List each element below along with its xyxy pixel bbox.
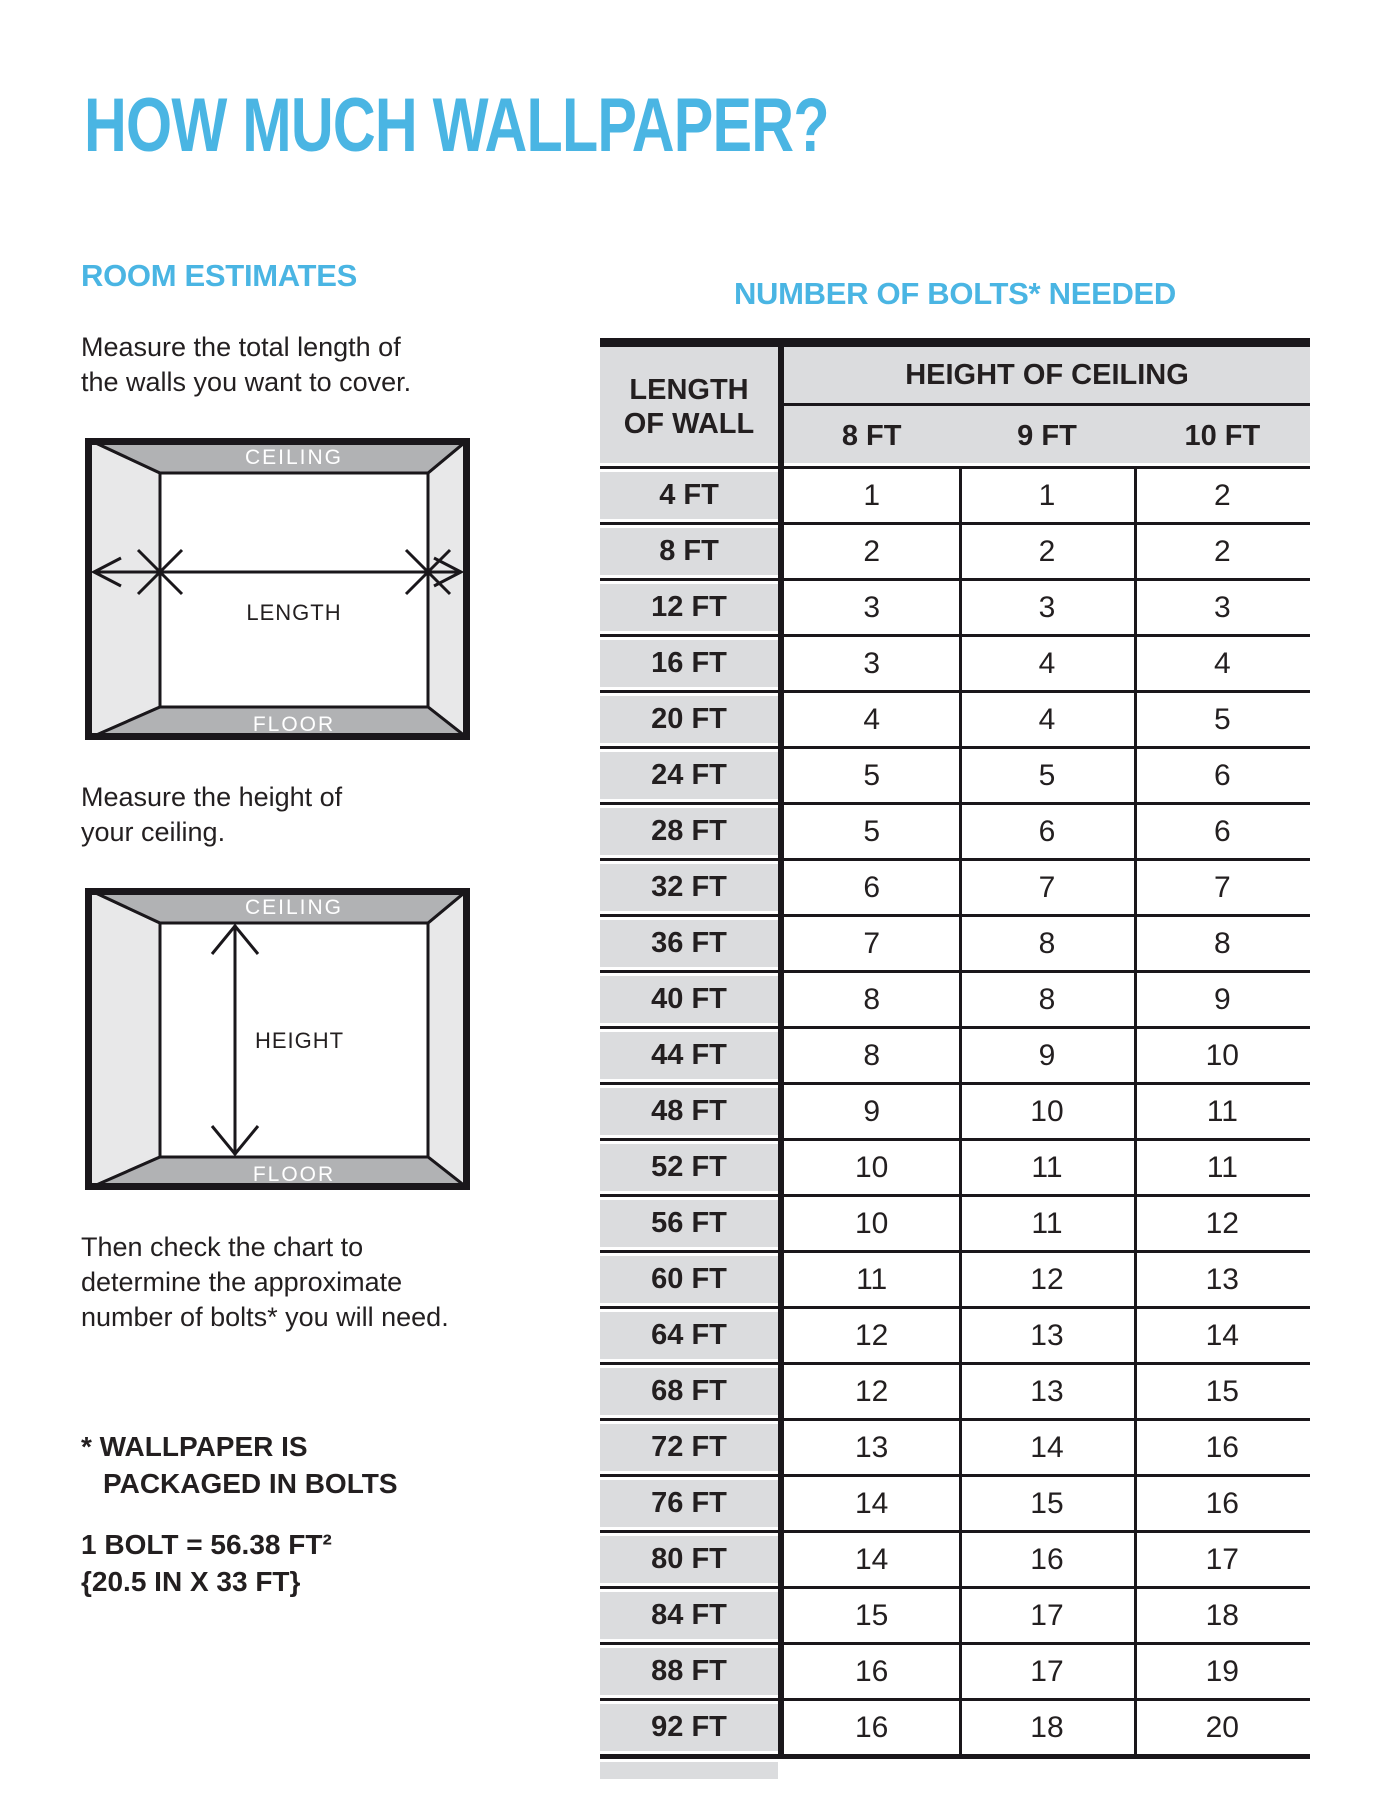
row-label: 52 FT	[600, 1141, 778, 1194]
cell-9ft: 2	[1038, 534, 1056, 568]
table-row	[600, 690, 1310, 746]
cell-10ft: 7	[1213, 870, 1231, 904]
instruction-height-line2: your ceiling.	[81, 817, 226, 847]
table-row	[600, 1474, 1310, 1530]
table-row	[600, 970, 1310, 1026]
group-header-height-of-ceiling: HEIGHT OF CEILING	[784, 347, 1310, 403]
left-wall-panel	[85, 888, 160, 1190]
instruction-chart-line3: number of bolts* you will need.	[81, 1302, 449, 1332]
table-row	[600, 1250, 1310, 1306]
row-label: 12 FT	[600, 581, 778, 634]
table-row	[600, 802, 1310, 858]
column-headers-row	[784, 406, 1310, 466]
cell-8ft: 11	[856, 1262, 888, 1296]
floor-label: FLOOR	[252, 1163, 336, 1186]
row-label: 68 FT	[600, 1365, 778, 1418]
cell-9ft: 6	[1038, 814, 1056, 848]
cell-10ft: 8	[1213, 926, 1231, 960]
cell-10ft: 19	[1205, 1654, 1239, 1688]
section-heading-room-estimates: ROOM ESTIMATES	[81, 258, 357, 293]
cell-9ft: 4	[1038, 702, 1056, 736]
table-bottom-line	[600, 1754, 1310, 1759]
room-height-diagram	[85, 888, 470, 1190]
length-label: LENGTH	[246, 600, 342, 625]
cell-9ft: 11	[1031, 1206, 1063, 1240]
table-row	[600, 1026, 1310, 1082]
table-row	[600, 522, 1310, 578]
instruction-chart-line2: determine the approximate	[81, 1267, 403, 1297]
table-row	[600, 1082, 1310, 1138]
instruction-length-line2: the walls you want to cover.	[81, 367, 412, 397]
cell-8ft: 7	[863, 926, 880, 960]
row-label: 64 FT	[600, 1309, 778, 1362]
cell-10ft: 6	[1213, 814, 1231, 848]
table-rows	[600, 466, 1310, 1754]
bolt-size-line1: 1 BOLT = 56.38 FT²	[81, 1529, 332, 1560]
table-row	[600, 1194, 1310, 1250]
length-of-wall-line1: LENGTH	[629, 373, 749, 406]
row-label: 40 FT	[600, 973, 778, 1026]
back-wall-panel	[160, 473, 428, 707]
cell-10ft: 15	[1205, 1374, 1239, 1408]
table-bottom-stub	[600, 1762, 778, 1779]
column-separator-2	[1134, 466, 1137, 1759]
cell-10ft: 4	[1213, 646, 1231, 680]
table-row	[600, 1418, 1310, 1474]
cell-9ft: 13	[1030, 1318, 1064, 1352]
row-label: 80 FT	[600, 1533, 778, 1586]
instruction-chart-line1: Then check the chart to	[81, 1232, 364, 1262]
table-row	[600, 1698, 1310, 1754]
column-header-10ft: 10 FT	[1184, 419, 1261, 452]
cell-10ft: 16	[1205, 1486, 1239, 1520]
cell-10ft: 10	[1205, 1038, 1239, 1072]
table-row	[600, 634, 1310, 690]
row-label: 8 FT	[600, 525, 778, 578]
column-separator-1	[959, 466, 962, 1759]
instruction-chart	[81, 1230, 449, 1335]
row-label: 48 FT	[600, 1085, 778, 1138]
table-row	[600, 1530, 1310, 1586]
cell-9ft: 8	[1038, 926, 1056, 960]
table-row	[600, 914, 1310, 970]
cell-8ft: 2	[863, 534, 880, 568]
row-label: 56 FT	[600, 1197, 778, 1250]
row-label: 36 FT	[600, 917, 778, 970]
table-row	[600, 1306, 1310, 1362]
cell-10ft: 2	[1213, 478, 1231, 512]
table-row	[600, 466, 1310, 522]
room-length-diagram	[85, 438, 470, 740]
cell-8ft: 3	[863, 646, 880, 680]
row-label: 84 FT	[600, 1589, 778, 1642]
cell-10ft: 14	[1205, 1318, 1239, 1352]
cell-9ft: 7	[1038, 870, 1056, 904]
row-label: 76 FT	[600, 1477, 778, 1530]
table-row	[600, 858, 1310, 914]
row-label: 24 FT	[600, 749, 778, 802]
cell-9ft: 13	[1030, 1374, 1064, 1408]
row-label: 92 FT	[600, 1701, 778, 1754]
cell-9ft: 12	[1030, 1262, 1064, 1296]
page-title: HOW MUCH WALLPAPER?	[84, 83, 829, 168]
cell-9ft: 14	[1030, 1430, 1064, 1464]
cell-10ft: 13	[1205, 1262, 1239, 1296]
table-row	[600, 1586, 1310, 1642]
cell-8ft: 12	[854, 1374, 889, 1408]
cell-8ft: 16	[854, 1710, 889, 1744]
left-wall-panel	[85, 438, 160, 740]
cell-9ft: 4	[1038, 646, 1056, 680]
cell-10ft: 16	[1205, 1430, 1239, 1464]
row-label: 72 FT	[600, 1421, 778, 1474]
instruction-height	[81, 780, 342, 850]
cell-8ft: 3	[863, 590, 880, 624]
cell-10ft: 11	[1206, 1094, 1238, 1128]
row-label: 60 FT	[600, 1253, 778, 1306]
cell-8ft: 14	[854, 1486, 889, 1520]
instruction-length	[81, 330, 411, 400]
row-label: 44 FT	[600, 1029, 778, 1082]
cell-9ft: 9	[1038, 1038, 1056, 1072]
cell-8ft: 16	[854, 1654, 889, 1688]
column-header-length-of-wall	[600, 347, 778, 466]
height-label: HEIGHT	[255, 1028, 345, 1053]
bolts-footnote-line2: PACKAGED IN BOLTS	[103, 1468, 398, 1499]
cell-8ft: 6	[863, 870, 880, 904]
ceiling-label: CEILING	[244, 896, 344, 919]
cell-10ft: 5	[1213, 702, 1231, 736]
column-header-8ft: 8 FT	[841, 419, 902, 452]
table-row	[600, 578, 1310, 634]
cell-8ft: 13	[854, 1430, 889, 1464]
cell-8ft: 15	[854, 1598, 889, 1632]
cell-10ft: 17	[1205, 1542, 1239, 1576]
table-top-bar	[600, 338, 1310, 347]
cell-9ft: 10	[1030, 1094, 1064, 1128]
instruction-height-line1: Measure the height of	[81, 782, 343, 812]
cell-10ft: 20	[1205, 1710, 1239, 1744]
row-label: 88 FT	[600, 1645, 778, 1698]
table-row	[600, 1362, 1310, 1418]
cell-9ft: 17	[1030, 1654, 1064, 1688]
bolts-footnote-line1: * WALLPAPER IS	[81, 1431, 308, 1462]
cell-9ft: 15	[1030, 1486, 1064, 1520]
cell-9ft: 17	[1030, 1598, 1064, 1632]
cell-8ft: 9	[863, 1094, 880, 1128]
cell-9ft: 8	[1038, 982, 1056, 1016]
cell-9ft: 11	[1031, 1150, 1063, 1184]
cell-9ft: 18	[1030, 1710, 1064, 1744]
bolts-footnote	[81, 1428, 398, 1502]
table-row	[600, 1642, 1310, 1698]
cell-8ft: 4	[863, 702, 880, 736]
length-of-wall-line2: OF WALL	[623, 407, 755, 440]
row-label: 4 FT	[600, 469, 778, 522]
cell-9ft: 3	[1038, 590, 1056, 624]
cell-8ft: 10	[854, 1150, 889, 1184]
cell-8ft: 1	[863, 478, 880, 512]
cell-8ft: 10	[854, 1206, 889, 1240]
cell-8ft: 5	[863, 758, 880, 792]
row-label: 32 FT	[600, 861, 778, 914]
table-heading: NUMBER OF BOLTS* NEEDED	[733, 276, 1177, 311]
cell-10ft: 18	[1205, 1598, 1239, 1632]
cell-8ft: 12	[854, 1318, 889, 1352]
thick-column-divider	[778, 347, 784, 1759]
row-label: 16 FT	[600, 637, 778, 690]
cell-8ft: 14	[854, 1542, 889, 1576]
table-row	[600, 746, 1310, 802]
cell-10ft: 11	[1206, 1150, 1238, 1184]
cell-10ft: 6	[1213, 758, 1231, 792]
cell-9ft: 1	[1038, 478, 1056, 512]
bolt-size-info	[81, 1526, 332, 1600]
column-header-9ft: 9 FT	[1017, 419, 1077, 452]
bolt-size-line2: {20.5 IN X 33 FT}	[81, 1566, 301, 1597]
cell-10ft: 9	[1213, 982, 1231, 1016]
cell-10ft: 12	[1205, 1206, 1239, 1240]
table-row	[600, 1138, 1310, 1194]
floor-label: FLOOR	[252, 713, 336, 736]
ceiling-label: CEILING	[244, 446, 344, 469]
cell-9ft: 5	[1038, 758, 1056, 792]
cell-8ft: 5	[863, 814, 880, 848]
cell-10ft: 3	[1213, 590, 1231, 624]
cell-9ft: 16	[1030, 1542, 1064, 1576]
cell-10ft: 2	[1213, 534, 1231, 568]
instruction-length-line1: Measure the total length of	[81, 332, 401, 362]
row-label: 20 FT	[600, 693, 778, 746]
row-label: 28 FT	[600, 805, 778, 858]
cell-8ft: 8	[863, 1038, 880, 1072]
cell-8ft: 8	[863, 982, 880, 1016]
bolts-table	[600, 338, 1310, 1779]
